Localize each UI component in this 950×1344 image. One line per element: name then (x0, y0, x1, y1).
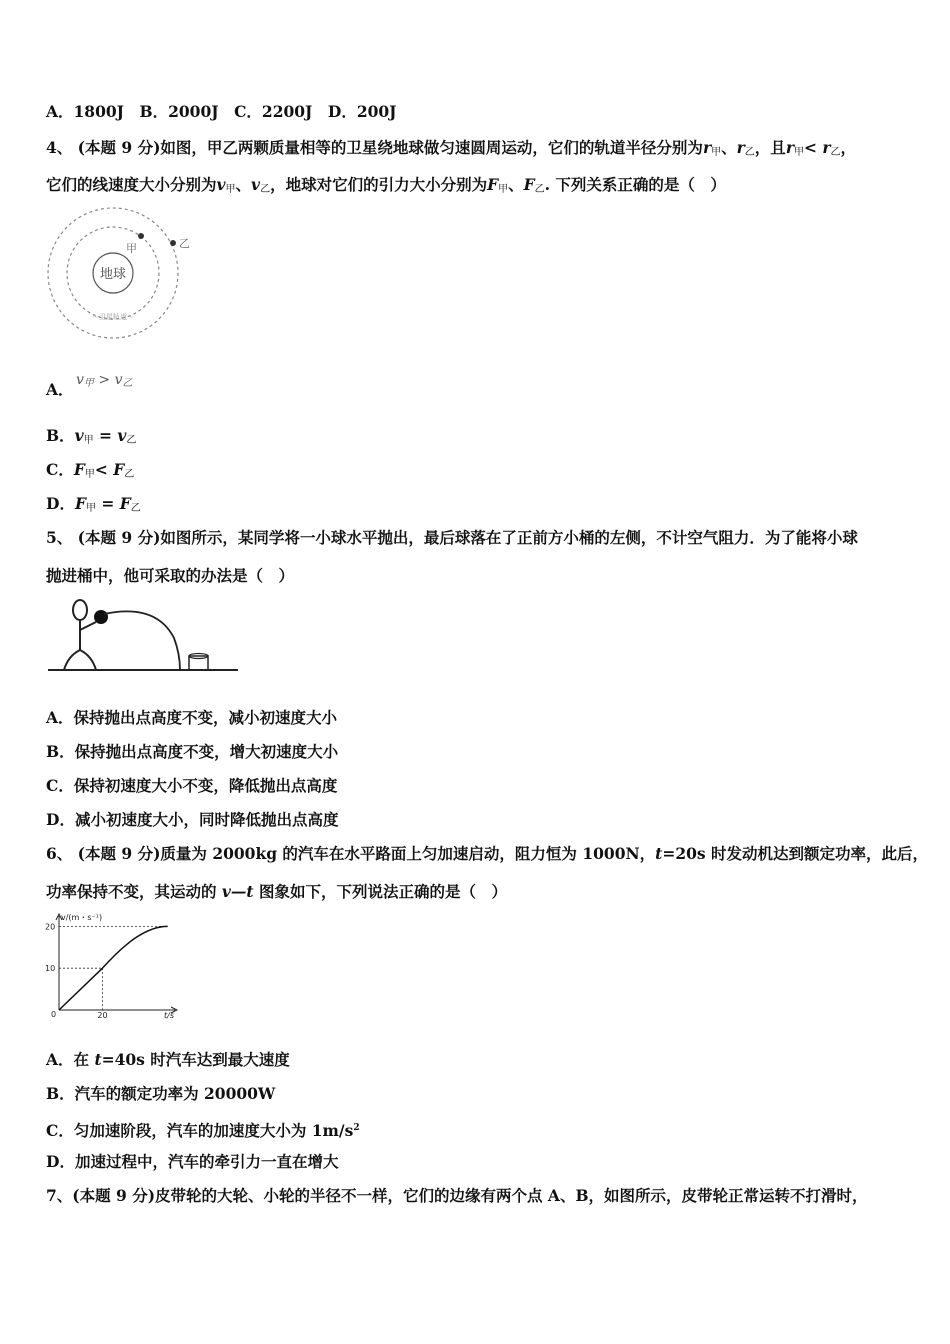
q6-option-c: C．匀加速阶段，汽车的加速度大小为 $1m/s^2$ (46, 1121, 360, 1140)
q4-option-d: D．$F_甲 = F_乙$ (46, 494, 141, 514)
satellite-jia (138, 233, 144, 239)
q4-option-a: A． (46, 380, 74, 399)
person-legs (64, 650, 96, 670)
trajectory (104, 611, 180, 670)
ball (94, 610, 108, 624)
q4-option-a-formula: $v_甲 > v_乙$ (76, 372, 133, 389)
origin-label: 0 (51, 1010, 57, 1019)
q6-option-b: B．汽车的额定功率为 20000W (46, 1084, 276, 1103)
x-axis-label: t/s (164, 1011, 174, 1020)
q5-stem-line2: 抛进桶中，他可采取的办法是（ ） (46, 566, 295, 585)
q5-option-b: B．保持抛出点高度不变，增大初速度大小 (46, 742, 339, 761)
q6-option-a: A．在 t=40s 时汽车达到最大速度 (46, 1050, 290, 1069)
q7-stem-line1: 7、(本题 9 分)皮带轮的大轮、小轮的半径不一样，它们的边缘有两个点 A、B，如图所示，皮带轮正常运转不打滑时， (46, 1186, 868, 1205)
y-tick-10: 10 (45, 964, 56, 974)
q4-prefix: 4、 (本题 9 分)如图，甲乙两颗质量相等的卫星绕地球做匀速圆周运动，它们的轨道半径分别为 (46, 138, 703, 157)
q4-option-c: C．$F_甲< F_乙$ (46, 460, 135, 480)
q4-option-b: B．$v_甲 = v_乙$ (46, 426, 137, 446)
y-axis-label: v/(m・s⁻¹) (61, 913, 103, 922)
satellite-yi-label: 乙 (179, 237, 190, 250)
projectile-figure (46, 598, 241, 678)
q5-stem-line1: 5、 (本题 9 分)如图所示，某同学将一小球水平抛出，最后球落在了正前方小桶的左侧，不计空气阻力．为了能将小球 (46, 528, 858, 547)
person-head (73, 600, 87, 620)
x-tick-20: 20 (97, 1011, 108, 1020)
orbit-caption: ～卫星轨道～ (92, 313, 134, 321)
y-tick-20: 20 (45, 922, 56, 932)
q6-option-d: D．加速过程中，汽车的牵引力一直在增大 (46, 1152, 339, 1171)
satellite-jia-label: 甲 (126, 242, 137, 255)
satellite-yi (170, 240, 176, 246)
q5-option-c: C．保持初速度大小不变，降低抛出点高度 (46, 776, 338, 795)
q4-stem-line2: 它们的线速度大小分别为$v_甲$、$v_乙$，地球对它们的引力大小分别为$F_甲$、$F_乙$. 下列关系正确的是（ ） (46, 175, 726, 195)
q3-options: A．1800J B．2000J C．2200J D．200J (46, 102, 397, 121)
q6-stem-line2: 功率保持不变，其运动的 v—t 图象如下，下列说法正确的是（ ） (46, 882, 507, 901)
q5-option-d: D．减小初速度大小，同时降低抛出点高度 (46, 810, 339, 829)
person-arm (80, 622, 96, 630)
earth-label: 地球 (99, 267, 127, 282)
q5-option-a: A．保持抛出点高度不变，减小初速度大小 (46, 708, 338, 727)
satellite-orbit-figure (46, 205, 196, 340)
q4-stem-line1: 4、 (本题 9 分)如图，甲乙两颗质量相等的卫星绕地球做匀速圆周运动，它们的轨道半径分别为$r_甲$、$r_乙$，且$r_甲< r_乙$， (46, 138, 857, 158)
vt-chart (40, 910, 185, 1022)
q6-stem-line1: 6、 (本题 9 分)质量为 2000kg 的汽车在水平路面上匀加速启动，阻力恒为 1000N，t=20s 时发动机达到额定功率，此后， (46, 844, 929, 863)
